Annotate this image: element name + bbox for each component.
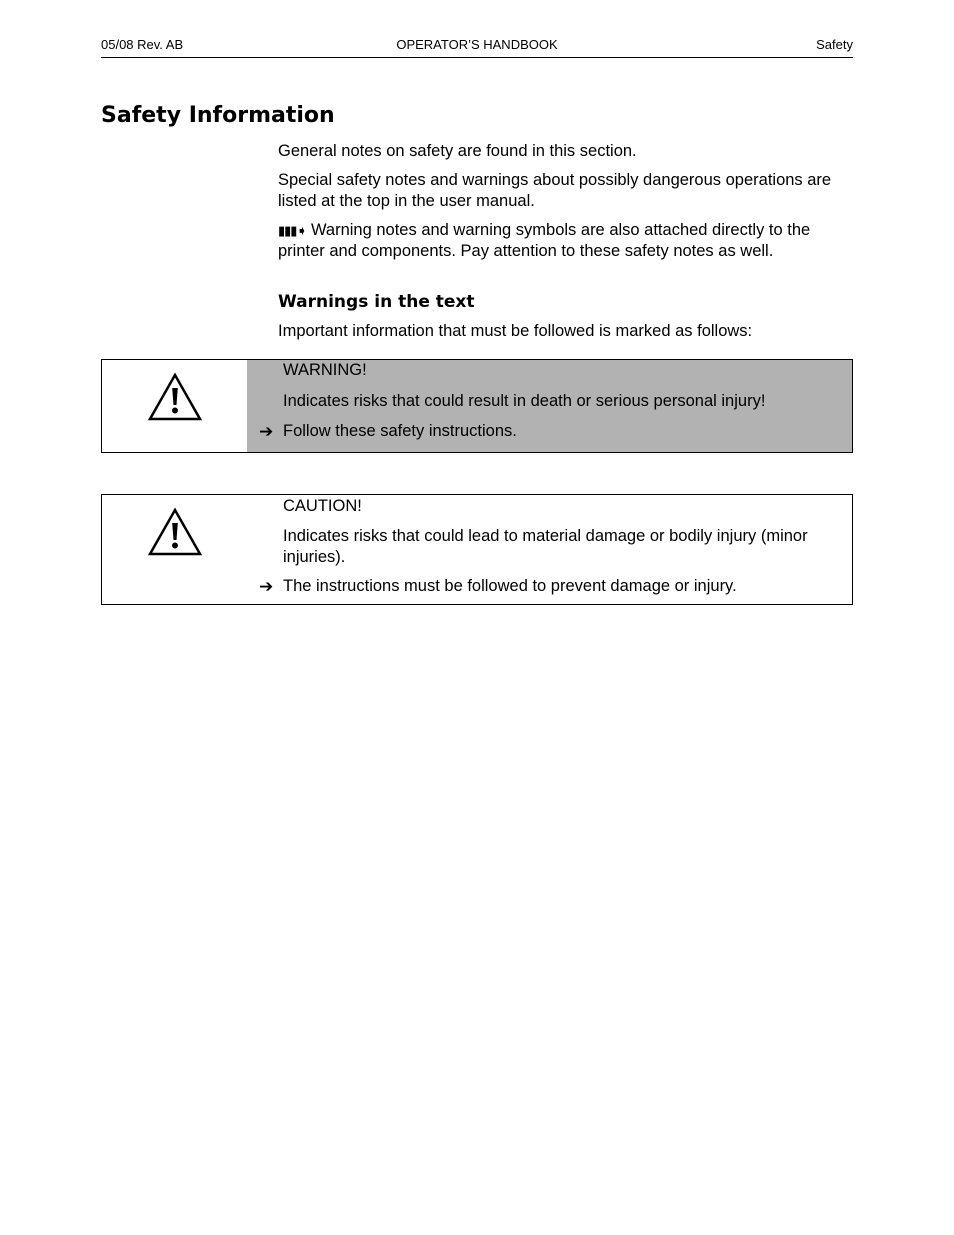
intro-paragraph-1: General notes on safety are found in this section. — [278, 142, 637, 160]
warning-box — [101, 359, 853, 453]
warning-description: Indicates risks that could result in death or serious personal injury! — [283, 392, 766, 410]
intro-paragraph-3-text: Warning notes and warning symbols are also attached directly to the printer and components. Pay attention to these safety notes as well. — [278, 221, 811, 260]
caution-description: Indicates risks that could lead to material damage or bodily injury (minor injuries). — [283, 527, 808, 566]
warning-instruction: Follow these safety instructions. — [283, 422, 517, 440]
section-text: Important information that must be followed is marked as follows: — [278, 322, 753, 340]
warning-triangle-icon — [147, 507, 203, 557]
arrow-right-icon: ➔ — [259, 577, 274, 596]
intro-paragraph-2: Special safety notes and warnings about possibly dangerous operations are listed at the top in the user manual. — [278, 171, 832, 210]
page-title: Safety Information — [101, 103, 335, 128]
caution-icon-cell — [102, 495, 247, 604]
page-header — [101, 36, 853, 58]
caution-text-cell — [247, 495, 852, 604]
section-title: Warnings in the text — [278, 292, 475, 312]
header-section: Safety — [816, 37, 853, 52]
warning-icon-cell — [102, 360, 247, 452]
warning-heading: WARNING! — [283, 361, 367, 379]
intro-paragraph-3 — [278, 220, 853, 262]
caution-box — [101, 494, 853, 605]
arrow-right-icon: ➔ — [259, 422, 274, 441]
header-document-title: OPERATOR’S HANDBOOK — [396, 37, 558, 52]
note-arrow-icon: ▮▮▮➧ — [278, 223, 307, 238]
warning-triangle-icon — [147, 372, 203, 422]
caution-instruction: The instructions must be followed to prevent damage or injury. — [283, 577, 737, 595]
caution-heading: CAUTION! — [283, 497, 362, 515]
warning-text-cell — [247, 360, 852, 452]
header-revision: 05/08 Rev. AB — [101, 37, 184, 52]
